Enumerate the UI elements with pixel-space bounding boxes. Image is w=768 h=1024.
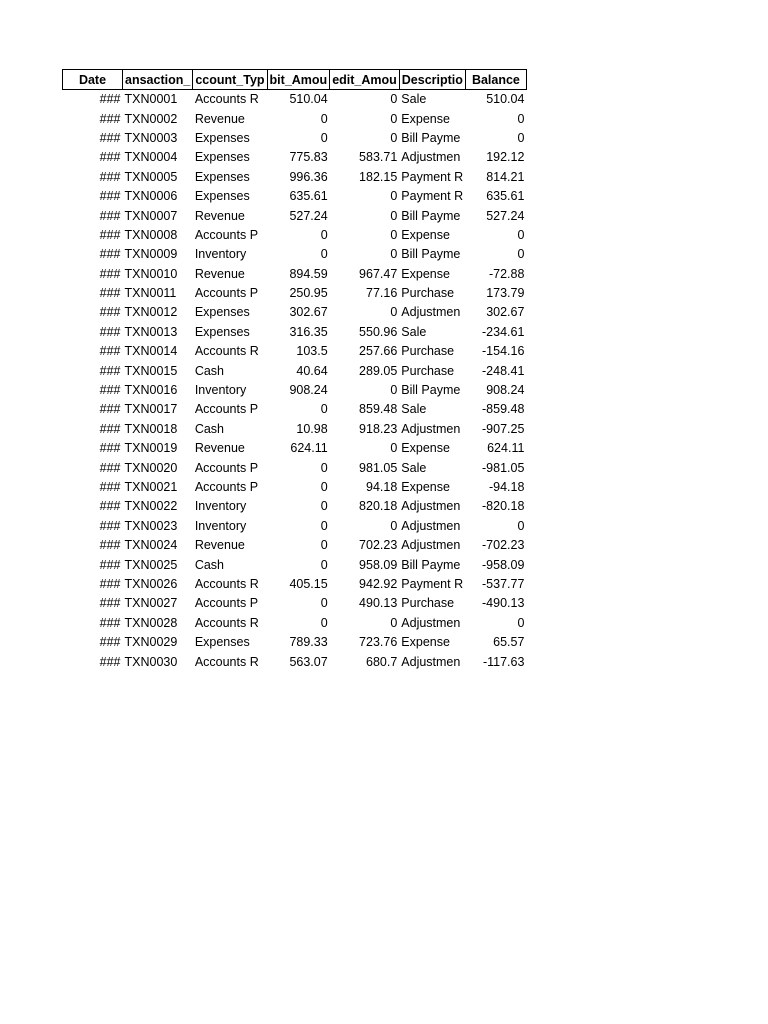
balance-cell[interactable]: -958.09 <box>482 557 525 572</box>
table-row <box>63 478 527 497</box>
table-row <box>63 633 527 652</box>
balance-cell[interactable]: 192.12 <box>486 150 525 165</box>
transaction-id-cell[interactable]: TXN0018 <box>124 421 178 436</box>
debit-amount-cell[interactable]: 0 <box>320 480 328 494</box>
debit-amount-cell[interactable]: 302.67 <box>289 305 328 320</box>
table-row <box>63 652 527 671</box>
date-cell[interactable]: ### <box>99 421 121 436</box>
debit-amount-cell[interactable]: 775.83 <box>289 150 328 165</box>
date-cell[interactable]: ### <box>99 635 121 650</box>
table-row <box>63 458 527 477</box>
debit-amount-cell[interactable]: 0 <box>320 538 328 553</box>
description-cell[interactable]: Adjustmen <box>401 150 461 165</box>
date-cell[interactable]: ### <box>99 654 121 669</box>
debit-amount-cell[interactable]: 103.5 <box>296 344 328 359</box>
debit-amount-cell[interactable]: 563.07 <box>289 654 328 669</box>
account-type-cell[interactable]: Inventory <box>194 383 247 398</box>
account-type-cell[interactable]: Expenses <box>194 150 250 165</box>
table-row <box>63 497 527 516</box>
balance-cell[interactable]: 173.79 <box>486 286 525 301</box>
balance-cell[interactable]: 0 <box>517 247 525 262</box>
credit-amount-cell[interactable]: 918.23 <box>359 421 398 436</box>
transaction-id-cell[interactable]: TXN0006 <box>124 189 178 204</box>
balance-cell[interactable]: -859.48 <box>482 402 525 417</box>
credit-amount-cell[interactable]: 0 <box>390 208 398 223</box>
account-type-cell[interactable]: Inventory <box>194 518 247 533</box>
transaction-id-cell[interactable]: TXN0020 <box>124 460 178 475</box>
debit-amount-cell[interactable]: 789.33 <box>289 635 328 650</box>
header-balance[interactable]: Balance <box>465 70 526 90</box>
table-row <box>63 245 527 264</box>
balance-cell[interactable]: 0 <box>517 518 525 533</box>
transaction-id-cell[interactable]: TXN0012 <box>124 305 178 320</box>
credit-amount-cell[interactable]: 958.09 <box>359 557 398 572</box>
credit-amount-cell[interactable]: 723.76 <box>359 635 398 650</box>
table-row <box>63 361 527 380</box>
description-cell[interactable]: Expense <box>401 635 450 650</box>
date-cell[interactable]: ### <box>99 363 121 378</box>
transaction-id-cell[interactable]: TXN0013 <box>124 324 178 339</box>
table-row <box>63 90 527 110</box>
balance-cell[interactable]: 0 <box>517 615 525 630</box>
table-row <box>63 400 527 419</box>
header-transaction-id[interactable]: ansaction_ <box>123 70 193 90</box>
balance-cell[interactable]: -117.63 <box>482 654 525 669</box>
transaction-id-cell[interactable]: TXN0002 <box>124 111 178 126</box>
date-cell[interactable]: ### <box>99 344 121 359</box>
debit-amount-cell[interactable]: 0 <box>320 615 328 630</box>
account-type-cell[interactable]: Accounts P <box>194 286 259 301</box>
debit-amount-cell[interactable]: 40.64 <box>296 363 328 378</box>
credit-amount-cell[interactable]: 289.05 <box>359 363 398 378</box>
transaction-id-cell[interactable]: TXN0026 <box>124 576 178 591</box>
description-cell[interactable]: Adjustmen <box>401 615 461 630</box>
credit-amount-cell[interactable]: 0 <box>390 518 398 533</box>
description-cell[interactable]: Expense <box>401 266 450 281</box>
table-row <box>63 148 527 167</box>
header-date[interactable]: Date <box>63 70 123 90</box>
description-cell[interactable]: Payment R <box>401 169 464 184</box>
date-cell[interactable]: ### <box>99 150 121 165</box>
description-cell[interactable]: Payment R <box>401 189 464 204</box>
transaction-id-cell[interactable]: TXN0028 <box>124 615 178 630</box>
credit-amount-cell[interactable]: 702.23 <box>359 538 398 553</box>
transaction-id-cell[interactable]: TXN0017 <box>124 402 178 417</box>
account-type-cell[interactable]: Accounts R <box>194 654 259 669</box>
debit-amount-cell[interactable]: 894.59 <box>289 266 328 281</box>
table-row <box>63 129 527 148</box>
description-cell[interactable]: Expense <box>401 227 450 242</box>
credit-amount-cell[interactable]: 0 <box>390 247 398 262</box>
table-row <box>63 187 527 206</box>
debit-amount-cell[interactable]: 0 <box>320 111 328 126</box>
transaction-id-cell[interactable]: TXN0030 <box>124 654 178 669</box>
header-row <box>63 70 527 90</box>
date-cell[interactable]: ### <box>99 402 121 417</box>
date-cell[interactable]: ### <box>99 576 121 591</box>
description-cell[interactable]: Sale <box>401 92 427 107</box>
description-cell[interactable]: Payment R <box>401 576 464 591</box>
transaction-id-cell[interactable]: TXN0014 <box>124 344 178 359</box>
account-type-cell[interactable]: Accounts P <box>194 402 259 417</box>
account-type-cell[interactable]: Expenses <box>194 305 250 320</box>
balance-cell[interactable]: 0 <box>517 130 525 145</box>
table-row <box>63 265 527 284</box>
balance-cell[interactable]: -94.18 <box>488 480 525 494</box>
transaction-id-cell[interactable]: TXN0010 <box>124 266 178 281</box>
debit-amount-cell[interactable]: 908.24 <box>289 383 328 398</box>
description-cell[interactable]: Adjustmen <box>401 654 461 669</box>
description-cell[interactable]: Adjustmen <box>401 499 461 514</box>
table-row <box>63 594 527 613</box>
description-cell[interactable]: Sale <box>401 402 427 417</box>
debit-amount-cell[interactable]: 316.35 <box>289 324 328 339</box>
account-type-cell[interactable]: Accounts P <box>194 460 259 475</box>
table-row <box>63 109 527 128</box>
credit-amount-cell[interactable]: 182.15 <box>359 169 398 184</box>
credit-amount-cell[interactable]: 942.92 <box>359 576 398 591</box>
account-type-cell[interactable]: Revenue <box>194 538 245 553</box>
account-type-cell[interactable]: Accounts P <box>194 480 259 494</box>
description-cell[interactable]: Sale <box>401 460 427 475</box>
transaction-id-cell[interactable]: TXN0015 <box>124 363 178 378</box>
debit-amount-cell[interactable]: 996.36 <box>289 169 328 184</box>
account-type-cell[interactable]: Revenue <box>194 208 245 223</box>
transaction-id-cell[interactable]: TXN0023 <box>124 518 178 533</box>
date-cell[interactable]: ### <box>99 189 121 204</box>
date-cell[interactable]: ### <box>99 460 121 475</box>
transaction-id-cell[interactable]: TXN0007 <box>124 208 178 223</box>
balance-cell[interactable]: 510.04 <box>486 92 525 107</box>
date-cell[interactable]: ### <box>99 169 121 184</box>
balance-cell[interactable]: -490.13 <box>482 596 525 611</box>
header-credit-amount[interactable]: edit_Amou <box>330 70 400 90</box>
credit-amount-cell[interactable]: 490.13 <box>359 596 398 611</box>
table-body <box>63 90 527 672</box>
table-row <box>63 614 527 633</box>
debit-amount-cell[interactable]: 0 <box>320 460 328 475</box>
balance-cell[interactable]: 527.24 <box>486 208 525 223</box>
account-type-cell[interactable]: Inventory <box>194 247 247 262</box>
description-cell[interactable]: Purchase <box>401 344 455 359</box>
date-cell[interactable]: ### <box>99 499 121 514</box>
description-cell[interactable]: Purchase <box>401 286 455 301</box>
header-account-type[interactable]: ccount_Typ <box>193 70 267 90</box>
table-row <box>63 555 527 574</box>
description-cell[interactable]: Expense <box>401 441 450 456</box>
balance-cell[interactable]: -72.88 <box>488 266 525 281</box>
table-row <box>63 284 527 303</box>
transactions-table <box>62 69 527 672</box>
description-cell[interactable]: Bill Payme <box>401 557 461 572</box>
account-type-cell[interactable]: Accounts P <box>194 596 259 611</box>
debit-amount-cell[interactable]: 527.24 <box>289 208 328 223</box>
transaction-id-cell[interactable]: TXN0005 <box>124 169 178 184</box>
debit-amount-cell[interactable]: 0 <box>320 518 328 533</box>
debit-amount-cell[interactable]: 0 <box>320 227 328 242</box>
balance-cell[interactable]: 65.57 <box>493 635 525 650</box>
header-debit-amount[interactable]: bit_Amou <box>267 70 330 90</box>
transaction-id-cell[interactable]: TXN0001 <box>124 92 178 107</box>
transaction-id-cell[interactable]: TXN0027 <box>124 596 178 611</box>
description-cell[interactable]: Bill Payme <box>401 383 461 398</box>
balance-cell[interactable]: 624.11 <box>487 441 525 456</box>
balance-cell[interactable]: 0 <box>517 227 525 242</box>
account-type-cell[interactable]: Expenses <box>194 169 250 184</box>
transaction-id-cell[interactable]: TXN0025 <box>124 557 178 572</box>
date-cell[interactable]: ### <box>99 227 121 242</box>
account-type-cell[interactable]: Cash <box>194 421 224 436</box>
table-row <box>63 439 527 458</box>
table-row <box>63 342 527 361</box>
account-type-cell[interactable]: Expenses <box>194 130 250 145</box>
date-cell[interactable]: ### <box>99 111 121 126</box>
description-cell[interactable]: Bill Payme <box>401 130 461 145</box>
description-cell[interactable]: Expense <box>401 480 450 494</box>
account-type-cell[interactable]: Expenses <box>194 189 250 204</box>
credit-amount-cell[interactable]: 981.05 <box>359 460 398 475</box>
account-type-cell[interactable]: Accounts R <box>194 344 259 359</box>
balance-cell[interactable]: -981.05 <box>482 460 525 475</box>
description-cell[interactable]: Adjustmen <box>401 305 461 320</box>
transaction-id-cell[interactable]: TXN0021 <box>124 480 178 494</box>
account-type-cell[interactable]: Revenue <box>194 111 245 126</box>
credit-amount-cell[interactable]: 859.48 <box>359 402 398 417</box>
date-cell[interactable]: ### <box>99 324 121 339</box>
transaction-id-cell[interactable]: TXN0011 <box>124 286 177 301</box>
date-cell[interactable]: ### <box>99 557 121 572</box>
account-type-cell[interactable]: Accounts P <box>194 227 259 242</box>
transaction-id-cell[interactable]: TXN0016 <box>124 383 178 398</box>
date-cell[interactable]: ### <box>99 247 121 262</box>
transaction-id-cell[interactable]: TXN0029 <box>124 635 178 650</box>
credit-amount-cell[interactable]: 0 <box>390 441 398 456</box>
balance-cell[interactable]: 908.24 <box>486 383 525 398</box>
credit-amount-cell[interactable]: 0 <box>390 227 398 242</box>
account-type-cell[interactable]: Cash <box>194 557 224 572</box>
description-cell[interactable]: Purchase <box>401 363 455 378</box>
account-type-cell[interactable]: Inventory <box>194 499 247 514</box>
table-row <box>63 206 527 225</box>
date-cell[interactable]: ### <box>99 518 121 533</box>
description-cell[interactable]: Bill Payme <box>401 208 461 223</box>
description-cell[interactable]: Bill Payme <box>401 247 461 262</box>
description-cell[interactable]: Sale <box>401 324 427 339</box>
balance-cell[interactable]: -234.61 <box>482 324 525 339</box>
date-cell[interactable]: ### <box>99 286 121 301</box>
credit-amount-cell[interactable]: 967.47 <box>359 266 398 281</box>
table-row <box>63 226 527 245</box>
table-row <box>63 536 527 555</box>
credit-amount-cell[interactable]: 77.16 <box>366 286 398 301</box>
balance-cell[interactable]: 0 <box>517 111 525 126</box>
table-row <box>63 168 527 187</box>
transaction-id-cell[interactable]: TXN0008 <box>124 227 178 242</box>
credit-amount-cell[interactable]: 820.18 <box>359 499 398 514</box>
description-cell[interactable]: Adjustmen <box>401 421 461 436</box>
table-row <box>63 303 527 322</box>
transaction-id-cell[interactable]: TXN0009 <box>124 247 178 262</box>
description-cell[interactable]: Adjustmen <box>401 518 461 533</box>
transaction-id-cell[interactable]: TXN0022 <box>124 499 178 514</box>
balance-cell[interactable]: -537.77 <box>482 576 525 591</box>
transaction-id-cell[interactable]: TXN0019 <box>124 441 178 456</box>
account-type-cell[interactable]: Accounts R <box>194 576 259 591</box>
debit-amount-cell[interactable]: 0 <box>320 499 328 514</box>
account-type-cell[interactable]: Revenue <box>194 266 245 281</box>
description-cell[interactable]: Purchase <box>401 596 455 611</box>
account-type-cell[interactable]: Cash <box>194 363 224 378</box>
debit-amount-cell[interactable]: 10.98 <box>296 421 328 436</box>
date-cell[interactable]: ### <box>99 615 121 630</box>
debit-amount-cell[interactable]: 0 <box>320 130 328 145</box>
table-row <box>63 517 527 536</box>
balance-cell[interactable]: -820.18 <box>482 499 525 514</box>
debit-amount-cell[interactable]: 624.11 <box>290 441 328 456</box>
date-cell[interactable]: ### <box>99 130 121 145</box>
transaction-id-cell[interactable]: TXN0003 <box>124 130 178 145</box>
account-type-cell[interactable]: Accounts R <box>194 92 259 107</box>
credit-amount-cell[interactable]: 257.66 <box>359 344 398 359</box>
table-row <box>63 381 527 400</box>
debit-amount-cell[interactable]: 635.61 <box>289 189 328 204</box>
credit-amount-cell[interactable]: 0 <box>390 189 398 204</box>
date-cell[interactable]: ### <box>99 441 121 456</box>
date-cell[interactable]: ### <box>99 383 121 398</box>
header-description[interactable]: Descriptio <box>399 70 465 90</box>
balance-cell[interactable]: -154.16 <box>482 344 525 359</box>
balance-cell[interactable]: -702.23 <box>482 538 525 553</box>
account-type-cell[interactable]: Expenses <box>194 324 250 339</box>
account-type-cell[interactable]: Expenses <box>194 635 250 650</box>
credit-amount-cell[interactable]: 94.18 <box>366 480 398 494</box>
debit-amount-cell[interactable]: 0 <box>320 596 328 611</box>
balance-cell[interactable]: 635.61 <box>486 189 525 204</box>
balance-cell[interactable]: -248.41 <box>482 363 525 378</box>
description-cell[interactable]: Adjustmen <box>401 538 461 553</box>
debit-amount-cell[interactable]: 510.04 <box>289 92 328 107</box>
credit-amount-cell[interactable]: 0 <box>390 92 398 107</box>
debit-amount-cell[interactable]: 405.15 <box>289 576 328 591</box>
date-cell[interactable]: ### <box>99 266 121 281</box>
date-cell[interactable]: ### <box>99 208 121 223</box>
table-row <box>63 323 527 342</box>
account-type-cell[interactable]: Accounts R <box>194 615 259 630</box>
date-cell[interactable]: ### <box>99 305 121 320</box>
balance-cell[interactable]: 302.67 <box>486 305 525 320</box>
credit-amount-cell[interactable]: 0 <box>390 615 398 630</box>
credit-amount-cell[interactable]: 0 <box>390 305 398 320</box>
credit-amount-cell[interactable]: 583.71 <box>359 150 398 165</box>
credit-amount-cell[interactable]: 0 <box>390 130 398 145</box>
date-cell[interactable]: ### <box>99 480 121 494</box>
account-type-cell[interactable]: Revenue <box>194 441 245 456</box>
date-cell[interactable]: ### <box>99 596 121 611</box>
balance-cell[interactable]: -907.25 <box>482 421 525 436</box>
table-row <box>63 575 527 594</box>
credit-amount-cell[interactable]: 0 <box>390 111 398 126</box>
transaction-id-cell[interactable]: TXN0024 <box>124 538 178 553</box>
transaction-id-cell[interactable]: TXN0004 <box>124 150 178 165</box>
credit-amount-cell[interactable]: 0 <box>390 383 398 398</box>
balance-cell[interactable]: 814.21 <box>486 169 525 184</box>
debit-amount-cell[interactable]: 250.95 <box>289 286 328 301</box>
date-cell[interactable]: ### <box>99 92 121 107</box>
debit-amount-cell[interactable]: 0 <box>320 557 328 572</box>
date-cell[interactable]: ### <box>99 538 121 553</box>
debit-amount-cell[interactable]: 0 <box>320 247 328 262</box>
credit-amount-cell[interactable]: 550.96 <box>359 324 398 339</box>
table-row <box>63 420 527 439</box>
credit-amount-cell[interactable]: 680.7 <box>366 654 398 669</box>
description-cell[interactable]: Expense <box>401 111 450 126</box>
debit-amount-cell[interactable]: 0 <box>320 402 328 417</box>
